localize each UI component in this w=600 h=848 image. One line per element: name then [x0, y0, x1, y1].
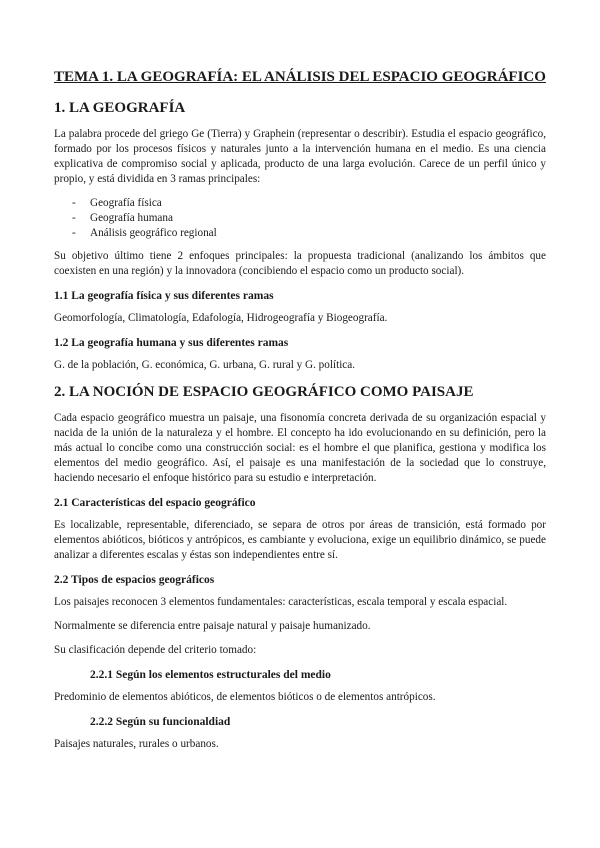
subsection-2-2-p3: Su clasificación depende del criterio tomado:	[54, 644, 257, 656]
subsection-1-1-text: Geomorfología, Climatología, Edafología, Hidrogeografía y Biogeografía.	[54, 312, 388, 324]
subsection-1-2-heading: 1.2 La geografía humana y sus diferentes ramas	[54, 337, 289, 349]
section-1-objective: Su objetivo último tiene 2 enfoques principales: la propuesta tradicional (analizando los ámbitos que coexisten en una región) y la innovadora (concibiendo el espacio como un producto social).	[54, 250, 546, 277]
branches-list	[54, 196, 546, 241]
subsection-1-2-text: G. de la población, G. económica, G. urbana, G. rural y G. política.	[54, 359, 356, 371]
document-page	[54, 66, 546, 761]
subsection-2-2-1-text: Predominio de elementos abióticos, de elementos bióticos o de elementos antrópicos.	[54, 691, 436, 703]
subsection-1-1-heading: 1.1 La geografía física y sus diferentes ramas	[54, 290, 274, 302]
dash-bullet: -	[72, 227, 76, 239]
list-item: - Geografía humana	[72, 212, 173, 224]
section-2-heading: 2. LA NOCIÓN DE ESPACIO GEOGRÁFICO COMO PAISAJE	[54, 384, 474, 400]
subsection-2-1-heading: 2.1 Características del espacio geográfico	[54, 497, 256, 509]
list-item: - Análisis geográfico regional	[72, 227, 217, 239]
subsection-2-2-2-heading: 2.2.2 Según su funcionaldiad	[90, 716, 231, 728]
subsection-2-1-text: Es localizable, representable, diferenciado, se separa de otros por áreas de transición, está formado por elementos abióticos, bióticos y antrópicos, es cambiante y evoluciona, exige un equilibrio dinámico, se puede analizar a diferentes escalas y éstas son independientes entre sí.	[54, 519, 546, 561]
section-2-intro: Cada espacio geográfico muestra un paisaje, una fisonomía concreta derivada de su organización espacial y nacida de la unión de la naturaleza y el hombre. El concepto ha ido evolucionando en su definición, pero la más actual lo concibe como una construcción social: es el hombre el que planifica, gestiona y modifica los elementos del medio geográfico. Así, el paisaje es una manifestación de la sociedad que lo construye, haciendo necesario el enfoque histórico para su estudio e interpretación.	[54, 412, 546, 484]
subsection-2-2-2-text: Paisajes naturales, rurales o urbanos.	[54, 738, 219, 750]
section-1-intro: La palabra procede del griego Ge (Tierra) y Graphein (representar o describir). Estudia el espacio geográfico, formado por los procesos físicos y naturales junto a la intervención humana en el medio. Es una ciencia explicativa de compromiso social y aplicada, producto de una larga evolución. Carece de un perfil único y propio, y está dividida en 3 ramas principales:	[54, 128, 546, 185]
subsection-2-2-p1: Los paisajes reconocen 3 elementos fundamentales: características, escala temporal y escala espacial.	[54, 596, 508, 608]
subsection-2-2-heading: 2.2 Tipos de espacios geográficos	[54, 574, 215, 586]
dash-bullet: -	[72, 212, 76, 224]
list-item: - Geografía física	[72, 197, 162, 209]
document-title: TEMA 1. LA GEOGRAFÍA: EL ANÁLISIS DEL ESPACIO GEOGRÁFICO	[54, 69, 546, 85]
dash-bullet: -	[72, 197, 76, 209]
subsection-2-2-p2: Normalmente se diferencia entre paisaje natural y paisaje humanizado.	[54, 620, 371, 632]
subsection-2-2-1-heading: 2.2.1 Según los elementos estructurales del medio	[90, 669, 331, 681]
section-1-heading: 1. LA GEOGRAFÍA	[54, 100, 186, 116]
